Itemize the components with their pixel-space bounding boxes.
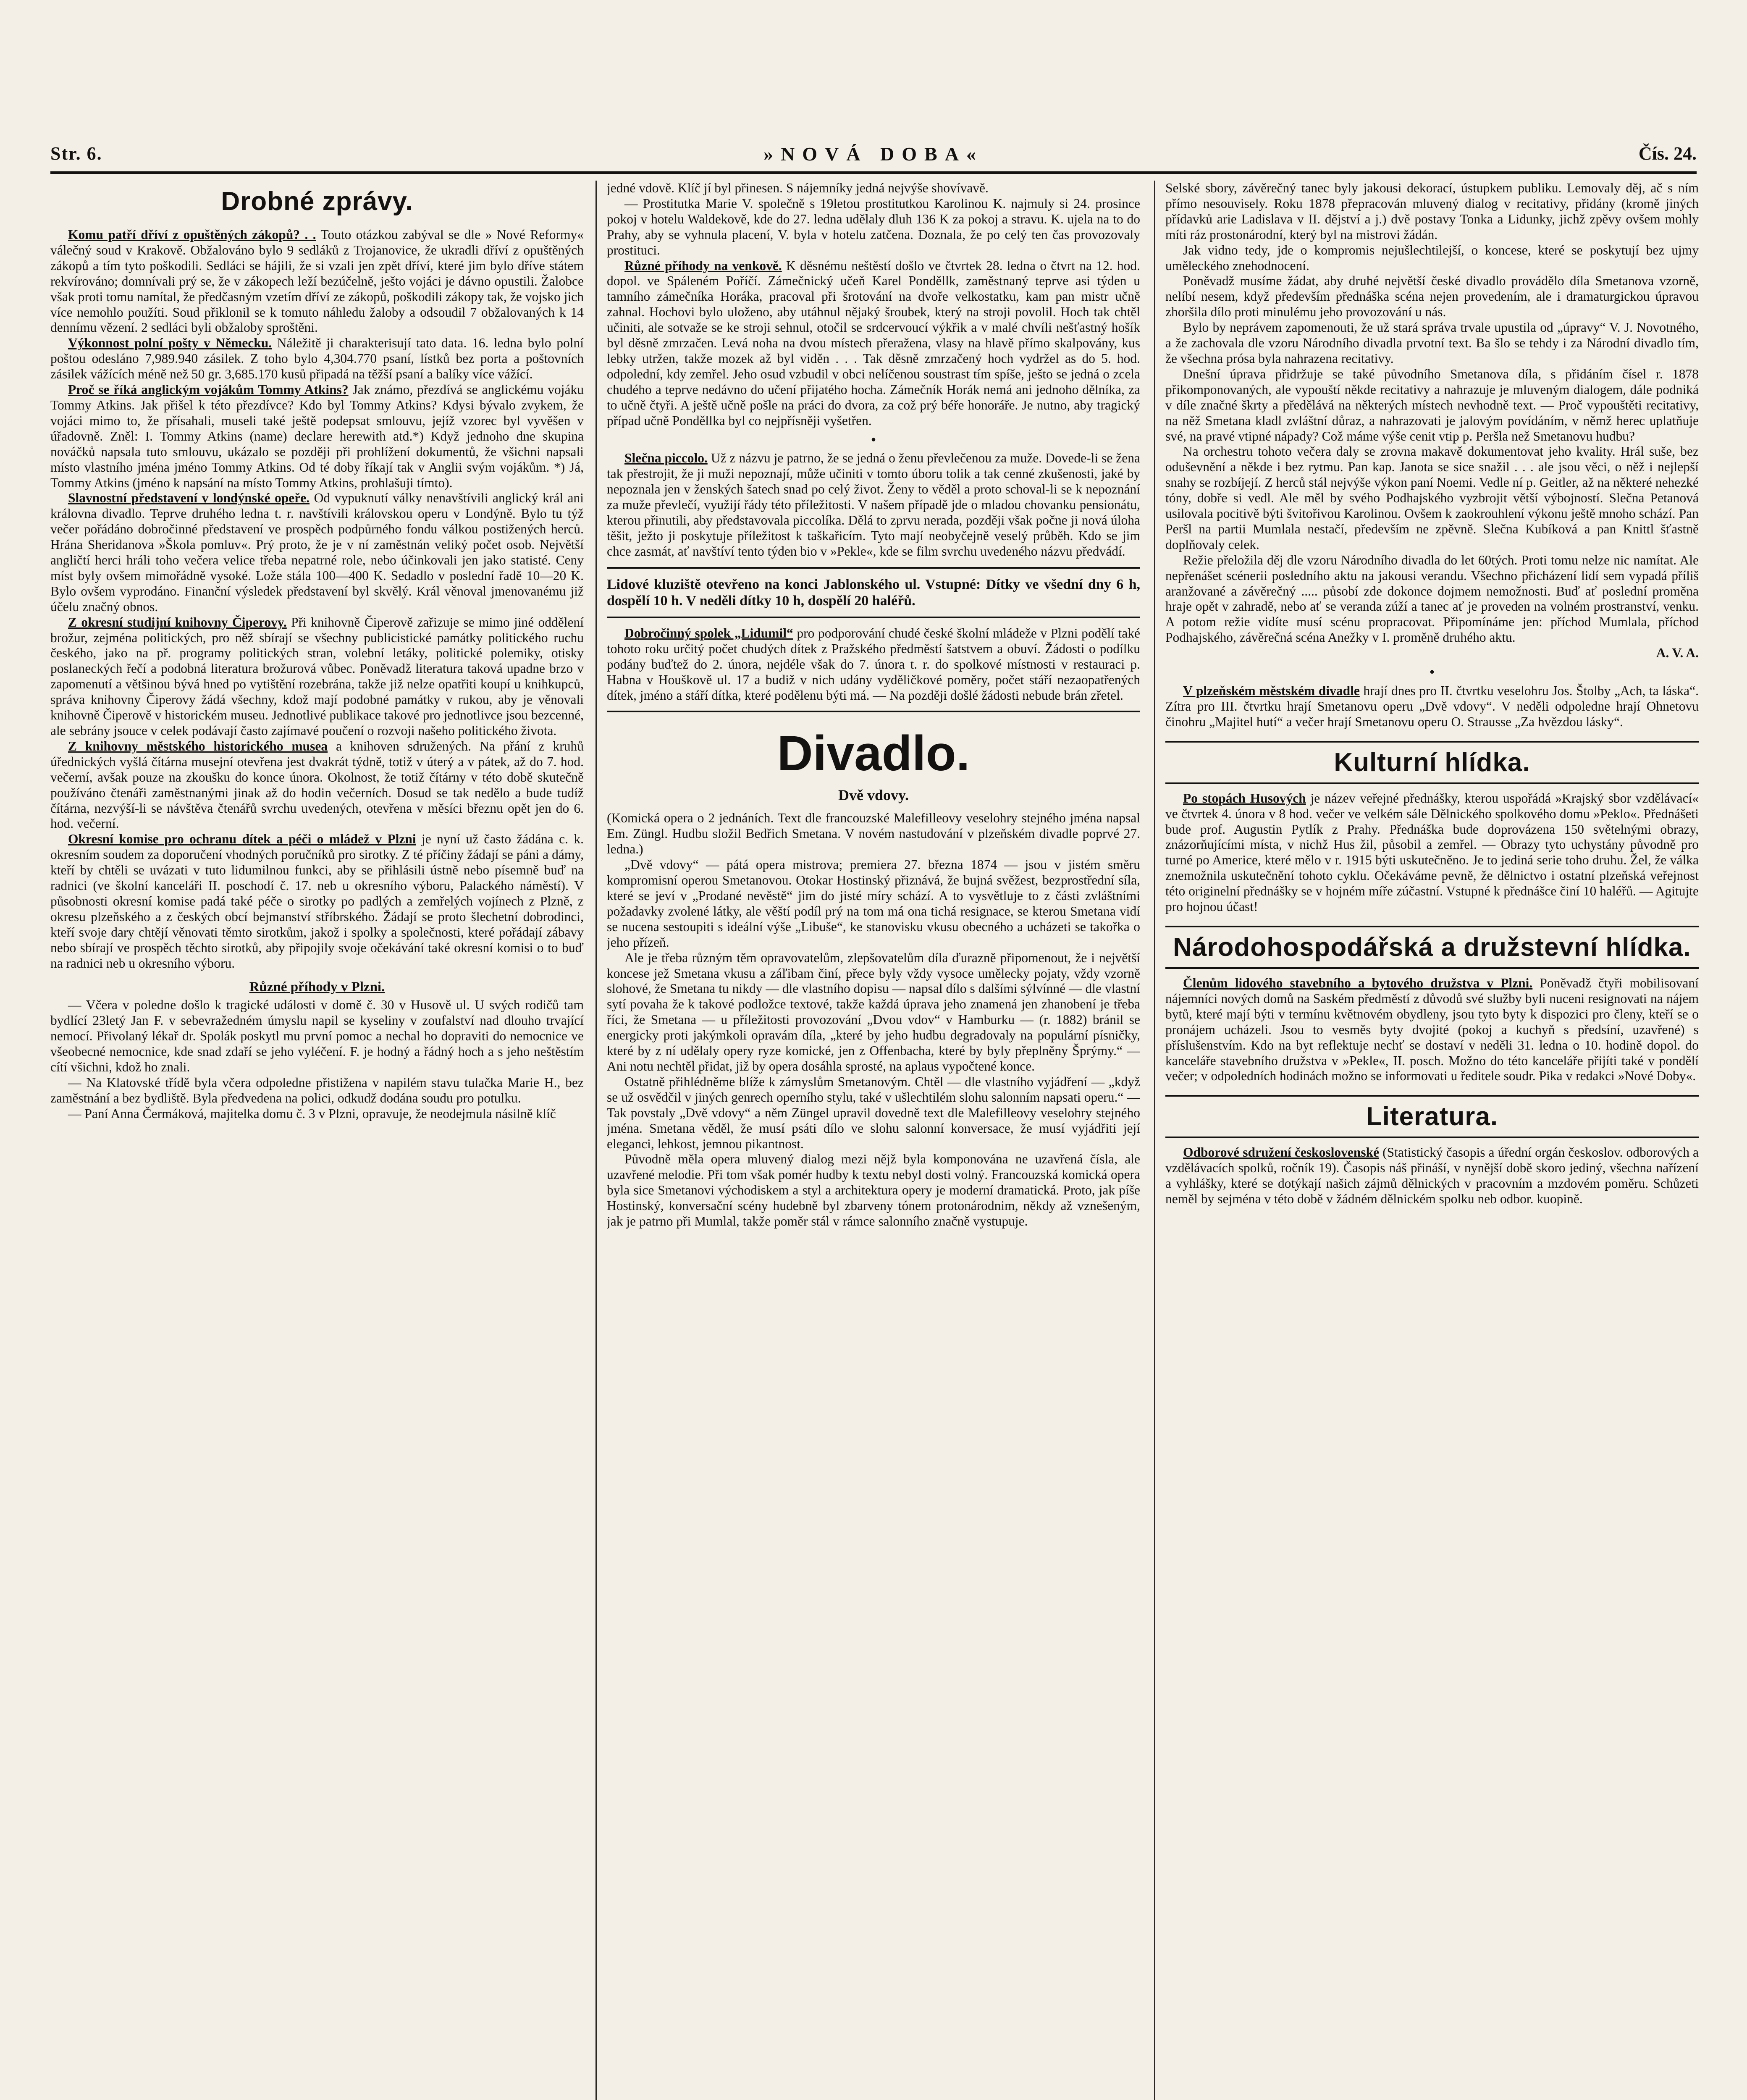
- article: — Včera v poledne došlo k tragické události v domě č. 30 v Husově ul. U svých rodičů tam bydlící 23letý Jan F. v sebevražedném úmyslu napil se kyseliny v zoufalství nad dlouho trvající nemocí. Přivolaný lékař dr. Spolák poskytl mu první pomoc a nechal ho dopraviti do nemocnice ve všeobecné nemocnice, kde snad zdaří se jeho vyléčení. F. je hodný a řádný hoch a s jeho neštěstím cítí všichni, kdož ho znali.: [50, 998, 584, 1074]
- article: Z knihovny městského historického musea a knihoven sdružených. Na přání z kruhů úřednických vyšlá čítárna musejní otevřena jest dvakrát týdně, totiž v úterý a v pátek, až do 7. hod. večerní, avšak pouze na zkoušku do konce února. Okolnost, že totiž čítárny v této době skutečně používáno čtenáři zaměstnanými jinak až do hodin večerních. Dosud se tak nedělo a bude tudíž čítárna, nezvýší-li se návštěva čtenářů svrchu uvedených, otevřena v měsíci březnu opět jen do 6. hod. večerní.: [50, 738, 584, 831]
- article: Dobročinný spolek „Lidumil“ pro podporování chudé české školní mládeže v Plzni podělí také tohoto roku určitý počet chudých dítek z Pražského předměstí šatstvem a obuví. Žádosti o podílku podány buďtež do 2. února, nejdéle však do 7. února t. r. do spolkové místnosti v restauraci p. Habna v Houškově ul. 17 a budiž v nich udány vyděličkové poměry, počet stáří nezaopatřených dítek, jméno a stáří dítka, které podělenu býti má. — Na později došlé žádosti nebude brán zřetel.: [607, 625, 1140, 703]
- section-header: [1165, 741, 1699, 784]
- divider: [607, 617, 1140, 618]
- divider: [607, 567, 1140, 569]
- section-header: [1165, 1095, 1699, 1138]
- column-2: [607, 181, 1140, 2100]
- article: Různé příhody na venkově. K děsnému neštěstí došlo ve čtvrtek 28. ledna o čtvrt na 12. hod. dopol. ve Spáleném Poříčí. Zámečnický učeň Karel Ponděllk, zaměstnaný teprve asi týden u tamního zámečníka Horáka, pracoval při šrotování na dvoře velkostatku, kam pan mistr učně zahnal. Hochovi bylo uloženo, aby utáhnul nějaký šroubek, který na stroji povolil. Hoch tak chtěl učiniti, ale sotvaže se ke stroji sehnul, otočil se srdcervoucí výkřik a v malé chvíli nešťastný hošík byl děsně zmrzačen. Levá noha na dvou místech přeražena, vlasy na hlavě přímo skalpovány, kus lebky utržen, takže mozek až byl viděn . . . Tak děsně zmrzačený hoch vydržel as do 5. hod. odpolední, kdy zemřel. Jeho osud vzbudil v obci nelíčenou soustrast tím spíše, ješto se jedná o zcela chudého a teprve nedávno do učení přijatého hocha. Zámečník Horák nemá ani jednoho dělníka, za to učně čtyři. A ještě učně pošle na práci do dvora, za což prý béře honoráře. Je nutno, aby tragický případ učně Ponděllka byl co nejpřísněji vyšetřen.: [607, 258, 1140, 428]
- subsection-title: Různé příhody v Plzni.: [249, 979, 385, 995]
- article: jedné vdově. Klíč jí byl přinesen. S nájemníky jedná nejvýše shovívavě.: [607, 181, 989, 195]
- column-separator: [595, 181, 597, 2100]
- divider: [607, 711, 1140, 712]
- article: Odborové sdružení československé (Statistický časopis a úřední orgán českoslov. odborových a vzdělávacích spolků, ročník 19). Časopis náš přináší, v nynější době skoro jediný, všechna nařízení a vyhlášky, které se dotýkají našich zájmů dělnických v pracovním a mzdovém poměru. Schůzeti neměl by sejména v této době v žádném dělnickém spolku neb odbor. kuopině.: [1165, 1145, 1699, 1207]
- article: Režie přeložila děj dle vzoru Národního divadla do let 60tých. Proti tomu nelze nic namítat. Ale nepřenášet scénerii posledního aktu na jakousi verandu. Všechno přicházení lidí sem vypadá příliš aranžované a závěrečný ..... působí zde dokonce dojmem nemožnosti. Buď ať poslední proměna hraje opět v zahradě, nebo ať se veranda zúží a tanec ať je proveden na volném prostranství, venku. A potom režie vidíte musí scénu propracovat. Připomínáme jen: příchod Mumlala, příchod Podhajského, závěrečná scéna Anežky v I. proměně druhého aktu.: [1165, 552, 1699, 645]
- article: Dnešní úprava přidržuje se také původního Smetanova díla, s přidáním čísel r. 1878 přikomponovaných, ale vypouští někde recitativy a nahrazuje je mluveným dialogem, dále podniká v díle značné škrty a předělává na některých místech nevhodně text. — Proč vypouštěti recitativy, na něž Smetana kladl zvláštní důraz, a nahrazovati je jalovým povídáním, v němž herec uplatňuje své, na pravé vtipné nápady? Což máme výše cenit vtip p. Peršla než Smetanovu hudbu?: [1165, 366, 1699, 444]
- newspaper-title: »NOVÁ DOBA«: [763, 143, 984, 165]
- signature: A. V. A.: [1656, 646, 1699, 661]
- page-number: Str. 6.: [50, 143, 102, 164]
- article: Z okresní studijní knihovny Čiperovy. Při knihovně Čiperově zařizuje se mimo jiné oddělení brožur, zejména politických, pro něž sbírají se všechny publicistické památky politického ruchu českého, jako na př. programy politických stran, volební letáky, politické polemiky, otisky poslaneckých řečí a podobná literatura brožurová vůbec. Poněvadž literatura taková upadne brzo v zapomenutí a většinou bývá hned po vytištění rozebrána, takže již nelze opatřiti koupí u knihkupců, správa knihovny Čiperovy žádá všechny, kdož mají podobné památky v rukou, aby je věnovali knihovně Čiperově v historickém museu. Jednotlivé publikace takové pro jednotlivce jsou bezcenné, ale sebrány jsouce v celek podávají často zajímavé poučení o rozvoji našeho politického života.: [50, 614, 584, 738]
- article: Ale je třeba různým těm opravovatelům, zlepšovatelům díla ďurazně připomenout, že i největší koncese jež Smetana vkusu a záľibam činí, přece byly vždy vysoce umělecky pojaty, vždy vzorně slohové, že Smetana tu nikdy — dle vlastního dopisu — napsal dílo s dalšími sýlvínné — dle vlastní sytí povaha že k takové podložce textové, takže každá úprava jeho znamená jen zhanobení je třeba říci, že Smetana — u příležitosti provozování „Dvou vdov“ v Hamburku — (r. 1882) bránil se energicky proti jakýmkoli opravám díla, „které by jeho hudbu degradovaly na populární písničky, které by z ní udělaly opery ryze komické, jen z Offenbacha, které by byly přeplněny Šprýmy.“ — Ani notu nechtěl přidat, již by opera dosáhla sprosté, na aplaus vypočtené konce.: [607, 950, 1140, 1074]
- article: Členům lidového stavebního a bytového družstva v Plzni. Poněvadž čtyři mobilisovaní nájemníci nových domů na Saském předměstí z důvodů své služby byli nuceni resignovati na nájem bytů, které mají býti v termínu květnovém obydleny, jsou tyto byty k dispozici pro členy, kteří se o pronájem ucházeli. Jsou to vesměs byty dvojité (pokoj a kuchyň s předsíní, uzavřené) s příslušenstvím. Kdo na byt reflektuje nechť se dostaví v neděli 31. ledna o 10. hodině dopol. do kanceláře stavebního družstva v »Pekle«, II. posch. Možno do této kanceláře přijíti také v pondělí večer; v odpoledních hodinách možno se informovati u ředitele soudr. Pika v redakci »Nové Doby«.: [1165, 975, 1699, 1084]
- section-title: Drobné zprávy.: [221, 187, 413, 216]
- article: Původně měla opera mluvený dialog mezi nějž byla komponována ne uzavřená čísla, ale uzavřené melodie. Při tom však pomér hudby k textu nebyl dosti volný. Francouzská komická opera byla sice Smetanovi východiskem a styl a architektura opery je moderní dramatická. Proto, jak píše Hostinský, konversační scény hudebně byl zbarveny tónem protonárodnim, někdy až vznešeným, jak je patrno při Mumlal, takže poměr stál v rámce salonního značně vystupuje.: [607, 1152, 1140, 1229]
- article: Po stopách Husových je název veřejné přednášky, kterou uspořádá »Krajský sbor vzdělávací« ve čtvrtek 4. února v 8 hod. večer ve velkém sále Dělnického spolkového domu »Peklo«. Přednášeti bude prof. Augustin Pytlík z Prahy. Přednáška bude doprovázena 150 světelnými obrazy, znázorňujícími místa, v nichž Hus žil, působil a zemřel. — Obrazy tyto uchystány původně pro turné po Americe, které mělo v r. 1915 býti uskutečněno. Je to jediná serie toho druhu. Žel, že válka znemožnila uskutečnění tohoto cyklu. Očekáváme pevně, že dělnictvo i ostatní plzeňská veřejnost této originelní přednášky se v hojném míře zúčastní. Vstupné k přednášce činí 10 haléřů. — Agitujte pro hojnou účast!: [1165, 790, 1699, 914]
- section-title: Divadlo.: [777, 726, 970, 782]
- article: — Paní Anna Čermáková, majitelka domu č. 3 v Plzni, opravuje, že neodejmula násilně klíč: [68, 1106, 556, 1121]
- article: Slavnostní představení v londýnské opeře. Od vypuknutí války nenavštívili anglický král ani královna divadlo. Teprve druhého ledna t. r. navštívili královskou operu v Londýně. Bylo tu týž večer pořádáno dobročinné představení ve prospěch podpůrného fondu válkou postižených herců. Hrána Sheridanova »Škola pomluv«. Prý proto, že je v ní zaměstnán veliký počet osob. Největší angličtí herci hráli toho večera velice třeba nepatrné role, nebo účinkovali jen jako statisté. Ceny míst byly ovšem mimořádně vysoké. Lože stála 100—400 K. Sedadlo v poslední řadě 10—20 K. Bylo ovšem vyprodáno. Finanční výsledek představení byl skvělý. Král věnoval jmenovanému již účelu značný obnos.: [50, 491, 584, 614]
- issue-number: Čís. 24.: [1638, 143, 1697, 164]
- article: „Dvě vdovy“ — pátá opera mistrova; premiera 27. března 1874 — jsou v jistém směru kompromisní operou Smetanovou. Otokar Hostinský přiznává, že bujná svěžest, bezprostřední síla, které se jeví v „Prodané nevěstě“ jim do jisté míry schází. A to vysvětluje to z části zvláštními požadavky zvolené látky, ale věští podíl prý na tom má ona tichá resignace, se kterou Smetana vidí se nucena sestoupiti s ideální výše „Libuše“, ke stanovisku vkusu obecného a ucházeti se takořka o jeho přízeň.: [607, 857, 1140, 950]
- article: Komu patří dříví z opuštěných zákopů? . . Touto otázkou zabýval se dle » Nové Reformy« válečný soud v Krakově. Obžalováno bylo 9 sedláků z Trojanovice, že ukradli dříví z opuštěných zákopů a tím tyto poškodili. Sedláci se hájili, že si vzali jen zpět dříví, které jim bylo dříve státem rekvírováno; domnívali prý se, že v zákopech leží bezúčelně, ješto vojáci je dávno opustili. Žalobce však proti tomu namítal, že předčasným vzetím dříví ze zákopů, poškodili zákopy tak, že vojsko jich více nemohlo použíti. Soud přiklonil se k tomuto náhledu žaloby a odsoudil 7 obžalovaných k 14 dennímu vězení. 2 sedláci byli obžaloby sproštěni.: [50, 227, 584, 335]
- article: Ostatně přihlédněme blíže k zámyslům Smetanovým. Chtěl — dle vlastního vyjádření — „když se už osvědčil v jiných genrech operního stylu, také v ušlechtilém slohu salonním napsati operu.“ — Tak povstaly „Dvě vdovy“ a něm Züngel upravil dovedně text dle Malefilleovy veselohry stejného jména. Smetana věděl, že musí psáti dílo ve slohu salonní konversace, že musí vyjádřiti její eleganci, lehkost, jemnou pikantnost.: [607, 1074, 1140, 1151]
- article: — Prostitutka Marie V. společně s 19letou prostitutkou Karolinou K. najmuly si 24. prosince pokoj v hotelu Waldekově, kde do 27. ledna udělaly dluh 136 K za pokoj a stravu. K. ujela na to do Prahy, aby se vyhnula placení, V. byla v hotelu zatčena. Doznala, že po celý ten čas provozovaly prostituci.: [607, 196, 1140, 257]
- column-1: [50, 181, 584, 2100]
- section-header: [1165, 926, 1699, 969]
- divider: •: [871, 432, 876, 447]
- section-title: Literatura.: [1366, 1102, 1498, 1131]
- section-title: Kulturní hlídka.: [1334, 748, 1530, 777]
- column-separator: [1154, 181, 1155, 2100]
- article: — Na Klatovské třídě byla včera odpoledne přistižena v napilém stavu tulačka Marie H., bez zaměstnání a bez bydliště. Byla předvedena na polici, odkudž dodána soudu pro potulku.: [50, 1075, 584, 1105]
- article: Slečna piccolo. Už z názvu je patrno, že se jedná o ženu převlečenou za muže. Dovede-li se žena tak přestrojit, že ji muži nepoznají, může učiniti v tomto úboru tolik a tak cenné zkušenosti, jaké by nepoznala jen v ženských šatech snad po celý život. Ženy to věděl a proto schoval-li se k nepoznání za muže převlečí, využijí řády této příležitosti. V našem případě jde o mladou chovanku pensionátu, kterou přinutili, aby představovala piccolíka. Dělá to zprvu nerada, později však počne ji nová úloha těšit, ježto ji poskytuje příležitost k taškařicím. Tyto mají neobyčejně veselý průběh. Kdo se jim chce zasmát, ať navštíví tento týden bio v »Pekle«, kde se film svrchu uvedeného názvu předvádí.: [607, 451, 1140, 559]
- article: (Komická opera o 2 jednáních. Text dle francouzské Malefilleovy veselohry stejného jména napsal Em. Züngl. Hudbu složil Bedřich Smetana. V novém nastudování v plzeňském divadle poprvé 27. ledna.): [607, 811, 1140, 857]
- header-rule: [50, 171, 1697, 174]
- article: V plzeňském městském divadle hrají dnes pro II. čtvrtku veselohru Jos. Štolby „Ach, ta láska“. Zítra pro III. čtvrtku hrají Smetanovu operu „Dvě vdovy“. V neděli odpoledne hrají Ohnetovu činohru „Majitel hutí“ a večer hrají Smetanovu operu O. Strausse „Za hvězdou lásky“.: [1165, 683, 1699, 729]
- divider: •: [1430, 664, 1435, 680]
- article-title: Dvě vdovy.: [838, 787, 909, 804]
- article: Na orchestru tohoto večera daly se zrovna makavě dokumentovat jeho kvality. Hrál suše, bez oduševnění a někde i bez rytmu. Pan kap. Janota se sice snažil . . . ale jsou věci, o něž i nejlepší snahy se rozbíjejí. Z herců stál nejvýše výkon paní Noemi. Vedle ní p. Geitler, až na některé nehezké tóny, dobře si vedl. Ale měl by svého Podhajského vyzbrojit větší výbojností. Slečna Petanová usilovala pocitivě býti švitořivou Karolinou. Ovšem k zaokrouhlení výkonu ještě mnoho schází. Pan Peršl na partii Mumlala nestačí, především ne zpěvně. Slečna Kubíková a pan Knittl šťastně doplňovaly celek.: [1165, 444, 1699, 552]
- notice: Lidové kluziště otevřeno na konci Jablonského ul. Vstupné: Dítky ve všední dny 6 h, dospělí 10 h. V neděli dítky 10 h, dospělí 20 haléřů.: [607, 576, 1140, 609]
- column-3: [1165, 181, 1699, 2100]
- article: Proč se říká anglickým vojákům Tommy Atkins? Jak známo, přezdívá se anglickému vojáku Tommy Atkins. Jak přišel k této přezdívce? Kdo byl Tommy Atkins? Kdysi bývalo zvykem, že vojáci mimo to, že přísahali, museli také ještě podepsat smlouvu, jejíž vzorec byl vyvěšen v úřadovně. Zněl: I. Tommy Atkins (name) declare herewith atd.*) Když jednoho dne skupina nováčků napsala tuto smlouvu, ukázalo se později při prohlížení dokumentů, že všichni napsali místo vlastního jména jméno Tommy Atkins. Od té doby říkají tak v Anglii svým vojákům. *) Já, Tommy Atkins (jméno k napsání na místo Tommy Atkins, prohlašuji tímto).: [50, 382, 584, 490]
- section-title: Národohospodářská a družstevní hlídka.: [1173, 932, 1691, 962]
- article: Bylo by neprávem zapomenouti, že už stará správa trvale upustila od „úpravy“ V. J. Novotného, a že zachovala dle vzoru Národního divadla prvotní text. Ba šlo se tehdy i za Národní divadlo tím, že všechna prósa byla nahrazena recitativy.: [1165, 320, 1699, 366]
- article: Jak vidno tedy, jde o kompromis nejušlechtilejší, o koncese, které se poskytují bez ujmy uměleckého znehodnocení.: [1165, 242, 1699, 273]
- page-header: [50, 143, 1697, 168]
- article: Selské sbory, závěrečný tanec byly jakousi dekorací, ústupkem publiku. Lemovaly děj, ač s ním přímo nesouvisely. Roku 1878 přepracován mluvený dialog v recitativy, přidány (kromě jiných přídavků arie Ladislava v II. dějství a j.) dvě postavy Tonka a Lidunky, jichž zpěvy ovšem mohly míti ráz prostonárodní, který byl na mistrovi žádán.: [1165, 181, 1699, 242]
- article: Okresní komise pro ochranu dítek a péči o mládež v Plzni je nyní už často žádána c. k. okresním soudem za doporučení vhodných poručníků pro sirotky. Z té příčiny žádají se páni a dámy, kteří by chtěli se uvázati v tuto lidumilnou funkci, aby se přihlásili ústně nebo písemně buď na radnici (ve školní kanceláři II. poschodí č. 17. neb u okresního výboru, Palackého náměstí). V působnosti okresní komise padá také péče o sirotky po padlých a zemřelých vojínech z Plzně, z okresu plzeňského a z českých obcí bejmanství stříbrského. Žádají se proto šlechetní dobrodinci, kteří svoje dary chtějí věnovati těmto sirotkům, jakož i spolky a společnosti, které pořádají zábavy nebo sbírají ve prospěch těchto sirotků, aby připojily svoje očekávání také okresní komisi o to buď na radnici neb u okresního výboru.: [50, 832, 584, 971]
- article: Poněvadž musíme žádat, aby druhé největší české divadlo provádělo díla Smetanova vzorně, nelíbí nesem, když především přednáška scéna nejen provedením, ale i dramaturgickou úpravou zhoršila dílo proti minulému jeho provozování u nás.: [1165, 273, 1699, 320]
- article: Výkonnost polní pošty v Německu. Náležitě ji charakterisují tato data. 16. ledna bylo polní poštou odesláno 7,989.940 zásilek. Z toho bylo 4,304.770 psaní, lístků bez porta a poštovních zásilek vážících méně než 50 gr. 3,685.170 kusů připadá na těžší psaní a balíky více vážící.: [50, 336, 584, 382]
